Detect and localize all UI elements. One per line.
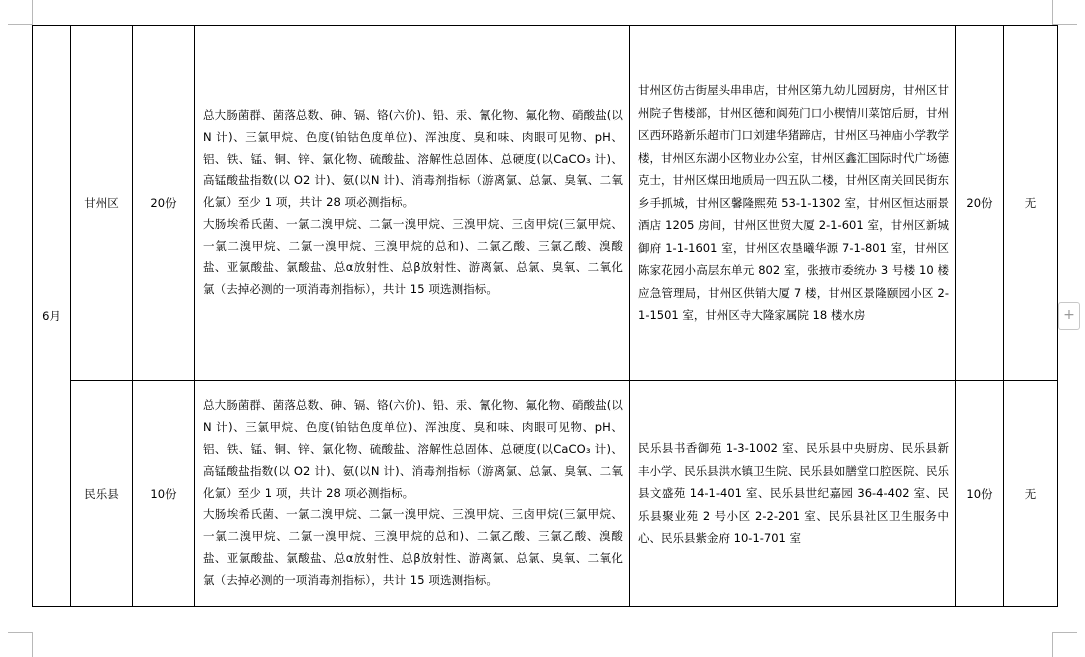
locations-cell: 民乐县书香御苑 1-3-1002 室、民乐县中央厨房、民乐县新丰小学、民乐县洪水镇卫生院、民乐县如膳堂口腔医院、民乐县文盛苑 14-1-401 室、民乐县世纪嘉园 36-4-402 室、民乐县聚业苑 2 号小区 2-2-201 室、民乐县社区卫生服务中心、民乐县紫金府 10-1-701 室 [630,381,956,607]
count-cell: 20份 [956,26,1004,381]
sample-count-cell: 10份 [133,381,195,607]
required-items-text: 总大肠菌群、菌落总数、砷、镉、铬(六价)、铅、汞、氰化物、氟化物、硝酸盐(以N 计)、三氯甲烷、色度(铂钴色度单位)、浑浊度、臭和味、肉眼可见物、pH、铝、铁、锰、铜、锌、氯化物、硫酸盐、溶解性总固体、总硬度(以CaCO₃ 计)、高锰酸盐指数(以 O2 计)、氨(以N 计)、消毒剂指标（游离氯、总氯、臭氧、二氧化氯）至少 1 项，共计 28 项必测指标。 [203,107,623,210]
sample-count-cell: 20份 [133,26,195,381]
month-cell: 6月 [33,26,71,607]
page-corner-top-right [1052,0,1077,25]
page-corner-top-left [8,0,33,25]
count-cell: 10份 [956,381,1004,607]
table-row [33,26,1058,381]
remarks-cell: 无 [1004,26,1058,381]
required-items-text: 总大肠菌群、菌落总数、砷、镉、铬(六价)、铅、汞、氰化物、氟化物、硝酸盐(以N 计)、三氯甲烷、色度(铂钴色度单位)、浑浊度、臭和味、肉眼可见物、pH、铝、铁、锰、铜、锌、氯化物、硫酸盐、溶解性总固体、总硬度(以CaCO₃ 计)、高锰酸盐指数(以 O2 计)、氨(以N 计)、消毒剂指标（游离氯、总氯、臭氧、二氧化氯）至少 1 项，共计 28 项必测指标。 [203,398,623,500]
test-items-cell [195,381,630,607]
district-cell: 民乐县 [71,381,133,607]
table-row [33,381,1058,607]
locations-cell: 甘州区仿古街屋头串串店，甘州区第九幼儿园厨房，甘州区甘州院子售楼部，甘州区德和阆苑门口小楔情川菜馆后厨，甘州区西环路新乐超市门口刘建华猪蹄店，甘州区马神庙小学教学楼，甘州区东湖小区物业办公室，甘州区鑫汇国际时代广场德克士，甘州区煤田地质局一四五队二楼，甘州区南关回民街东乡手抓城，甘州区馨隆熙苑 53-1-1302 室，甘州区恒达丽景酒店 1205 房间，甘州区世贸大厦 2-1-601 室，甘州区新城御府 1-1-1601 室，甘州区农垦曦华源 7-1-801 室，甘州区陈家花园小高层东单元 802 室，张掖市委统办 3 号楼 10 楼应急管理局，甘州区供销大厦 7 楼，甘州区景隆颐园小区 2-1-1501 室，甘州区寺大隆家属院 18 楼水房 [630,26,956,381]
page-corner-bottom-left [8,632,33,657]
monitoring-table [32,25,1058,607]
remarks-cell: 无 [1004,381,1058,607]
page-corner-bottom-right [1052,632,1077,657]
optional-items-text: 大肠埃希氏菌、一氯二溴甲烷、二氯一溴甲烷、三溴甲烷、三卤甲烷(三氯甲烷、一氯二溴甲烷、二氯一溴甲烷、三溴甲烷的总和)、二氯乙酸、三氯乙酸、溴酸盐、亚氯酸盐、氯酸盐、总α放射性、总β放射性、游离氯、总氯、臭氧、二氧化氯（去掉必测的一项消毒剂指标），共计 15 项选测指标。 [203,507,623,587]
add-button[interactable]: + [1058,302,1080,330]
optional-items-text: 大肠埃希氏菌、一氯二溴甲烷、二氯一溴甲烷、三溴甲烷、三卤甲烷(三氯甲烷、一氯二溴甲烷、二氯一溴甲烷、三溴甲烷的总和)、二氯乙酸、三氯乙酸、溴酸盐、亚氯酸盐、氯酸盐、总α放射性、总β放射性、游离氯、总氯、臭氧、二氧化氯（去掉必测的一项消毒剂指标），共计 15 项选测指标。 [203,216,623,297]
district-cell: 甘州区 [71,26,133,381]
test-items-cell [195,26,630,381]
